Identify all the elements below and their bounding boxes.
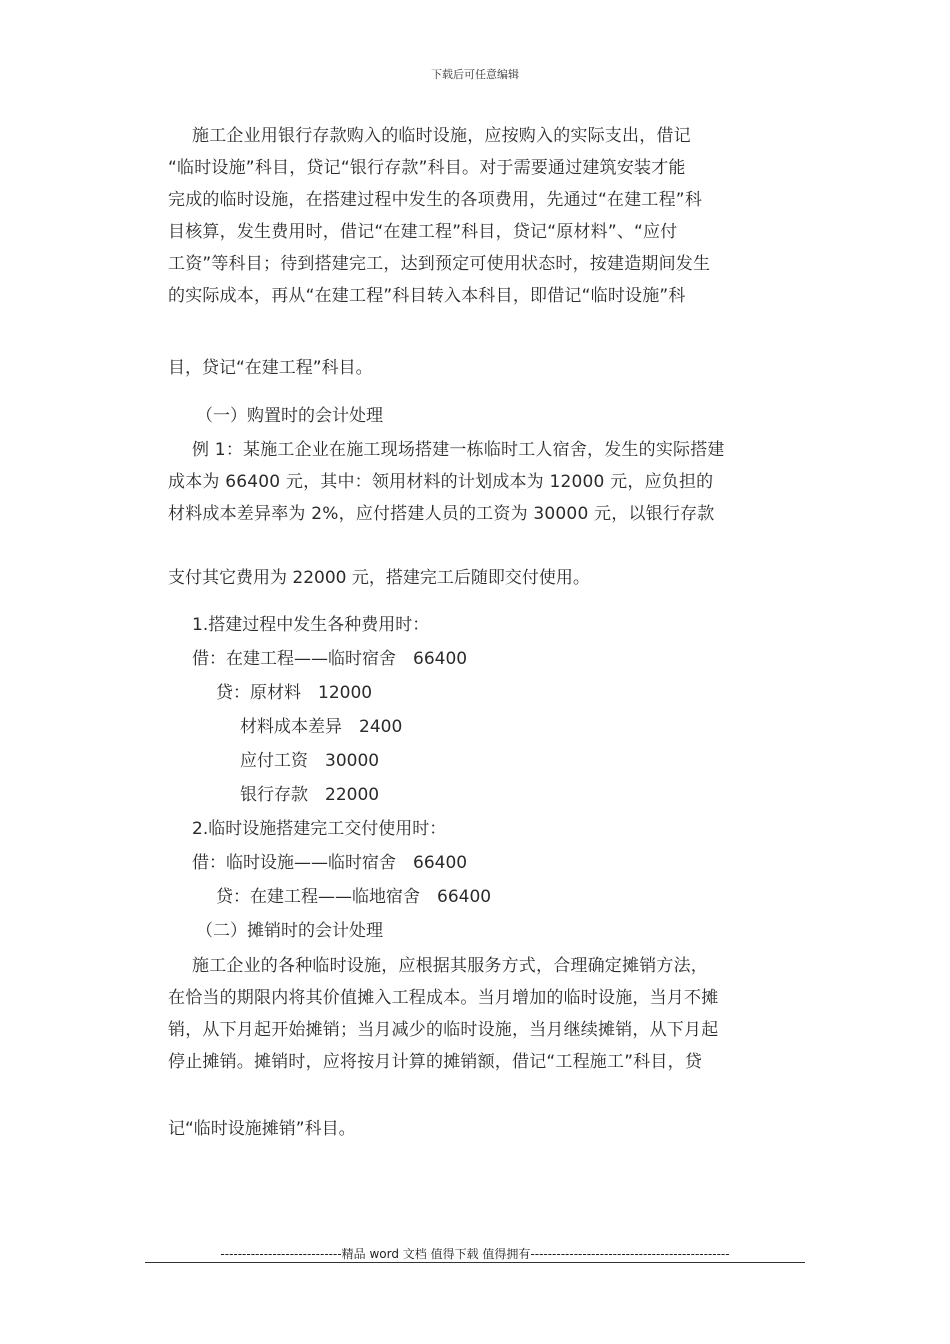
entry-line: 2.临时设施搭建完工交付使用时： bbox=[192, 819, 447, 839]
paragraph-line: 停止摊销。摊销时，应将按月计算的摊销额，借记“工程施工”科目，贷 bbox=[168, 1052, 703, 1072]
page-header: 下载后可任意编辑 bbox=[431, 68, 519, 81]
paragraph-1-last-line: 目，贷记“在建工程”科目。 bbox=[168, 358, 373, 378]
paragraph-example bbox=[168, 434, 788, 530]
paragraph-line: 材料成本差异率为 2%，应付搭建人员的工资为 30000 元，以银行存款 bbox=[168, 504, 715, 524]
paragraph-line: “临时设施”科目，贷记“银行存款”科目。对于需要通过建筑安装才能 bbox=[168, 158, 686, 178]
paragraph-line: 完成的临时设施，在搭建过程中发生的各项费用，先通过“在建工程”科 bbox=[168, 190, 703, 210]
journal-entries bbox=[192, 608, 491, 914]
paragraph-line: 施工企业用银行存款购入的临时设施，应按购入的实际支出，借记 bbox=[192, 126, 691, 146]
paragraph-line: 销，从下月起开始摊销；当月减少的临时设施，当月继续摊销，从下月起 bbox=[168, 1020, 719, 1040]
page-footer: ----------------------------精品 word 文档 值得下载 值得拥有---------------------------------------------- bbox=[220, 1247, 730, 1261]
entry-line: 1.搭建过程中发生各种费用时： bbox=[192, 615, 430, 635]
entry-line: 银行存款 22000 bbox=[240, 785, 380, 805]
paragraph-line: 成本为 66400 元，其中：领用材料的计划成本为 12000 元，应负担的 bbox=[168, 472, 714, 492]
section-title-purchase: （一）购置时的会计处理 bbox=[196, 406, 383, 426]
paragraph-line: 例 1：某施工企业在施工现场搭建一栋临时工人宿舍，发生的实际搭建 bbox=[192, 440, 725, 460]
footer-divider bbox=[145, 1262, 805, 1263]
entry-line: 贷：在建工程——临地宿舍 66400 bbox=[216, 887, 492, 907]
entry-line: 借：临时设施——临时宿舍 66400 bbox=[192, 853, 468, 873]
paragraph-line: 在恰当的期限内将其价值摊入工程成本。当月增加的临时设施，当月不摊 bbox=[168, 988, 719, 1008]
paragraph-example-last-line: 支付其它费用为 22000 元，搭建完工后随即交付使用。 bbox=[168, 568, 590, 588]
paragraph-line: 施工企业的各种临时设施，应根据其服务方式，合理确定摊销方法， bbox=[192, 956, 708, 976]
entry-line: 应付工资 30000 bbox=[240, 751, 380, 771]
paragraph-line: 目核算，发生费用时，借记“在建工程”科目，贷记“原材料”、“应付 bbox=[168, 222, 678, 242]
paragraph-amortization bbox=[168, 950, 788, 1078]
entry-line: 材料成本差异 2400 bbox=[240, 717, 403, 737]
paragraph-1 bbox=[168, 120, 788, 312]
paragraph-line: 工资”等科目；待到搭建完工，达到预定可使用状态时，按建造期间发生 bbox=[168, 254, 711, 274]
entry-line: 贷：原材料 12000 bbox=[216, 683, 373, 703]
section-title-amortization: （二）摊销时的会计处理 bbox=[196, 921, 383, 941]
paragraph-amortization-last-line: 记“临时设施摊销”科目。 bbox=[168, 1119, 356, 1139]
entry-line: 借：在建工程——临时宿舍 66400 bbox=[192, 649, 468, 669]
paragraph-line: 的实际成本，再从“在建工程”科目转入本科目，即借记“临时设施”科 bbox=[168, 286, 686, 306]
